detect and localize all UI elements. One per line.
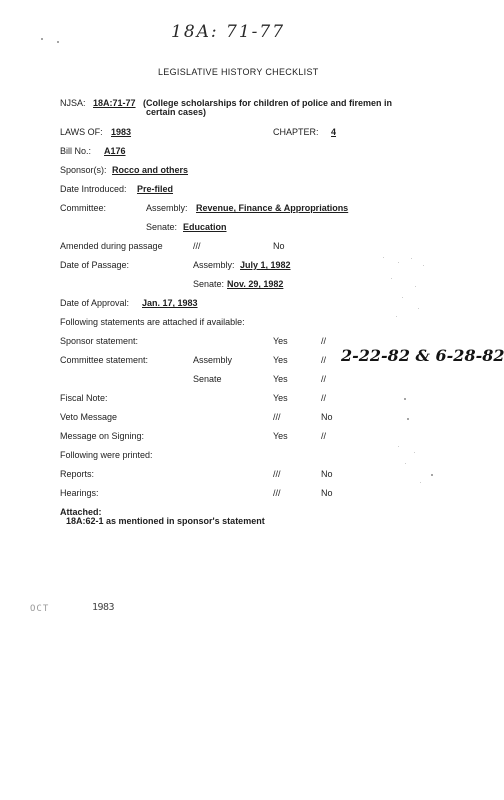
scan-speck xyxy=(418,308,419,309)
date-introduced-value: Pre-filed xyxy=(137,184,174,194)
scan-speck xyxy=(411,258,412,259)
veto-message-label: Veto Message xyxy=(60,412,118,422)
stamp-year: 1983 xyxy=(92,602,115,613)
scan-speck xyxy=(383,257,384,258)
stamp-month: OCT xyxy=(30,604,50,614)
veto-message-mark: /// xyxy=(273,412,281,422)
message-signing-mark: // xyxy=(321,431,327,441)
scan-speck xyxy=(57,41,59,43)
amended-label: Amended during passage xyxy=(60,241,163,251)
committee-statement-senate-answer: Yes xyxy=(273,374,288,384)
committee-senate-label: Senate: xyxy=(146,222,178,232)
scan-speck xyxy=(41,38,43,40)
statements-intro: Following statements are attached if available: xyxy=(60,317,245,327)
bill-no-value: A176 xyxy=(104,146,126,156)
scan-speck xyxy=(431,474,433,476)
passage-senate-label: Senate: xyxy=(193,279,225,289)
approval-label: Date of Approval: xyxy=(60,298,130,308)
message-signing-label: Message on Signing: xyxy=(60,431,145,441)
committee-senate-value: Education xyxy=(183,222,227,232)
handwritten-statement-dates: 2-22-82 & 6-28-82 xyxy=(341,346,504,365)
passage-label: Date of Passage: xyxy=(60,260,130,270)
page-title: LEGISLATIVE HISTORY CHECKLIST xyxy=(158,67,319,77)
scan-speck xyxy=(396,316,397,317)
hearings-label: Hearings: xyxy=(60,488,99,498)
attached-label: Attached: xyxy=(60,507,102,517)
veto-message-answer: No xyxy=(321,412,333,422)
amended-mark: /// xyxy=(193,241,201,251)
hearings-answer: No xyxy=(321,488,333,498)
fiscal-note-answer: Yes xyxy=(273,393,288,403)
committee-statement-senate-label: Senate xyxy=(193,374,222,384)
scan-speck xyxy=(420,482,421,483)
printed-intro: Following were printed: xyxy=(60,450,153,460)
sponsor-statement-label: Sponsor statement: xyxy=(60,336,139,346)
sponsors-label: Sponsor(s): xyxy=(60,165,107,175)
scan-speck xyxy=(414,452,415,453)
scan-speck xyxy=(398,262,399,263)
scan-speck xyxy=(398,446,399,447)
committee-statement-senate-mark: // xyxy=(321,374,327,384)
sponsor-statement-answer: Yes xyxy=(273,336,288,346)
amended-answer: No xyxy=(273,241,285,251)
fiscal-note-mark: // xyxy=(321,393,327,403)
scan-speck xyxy=(405,463,406,464)
message-signing-answer: Yes xyxy=(273,431,288,441)
committee-assembly-label: Assembly: xyxy=(146,203,188,213)
sponsors-value: Rocco and others xyxy=(112,165,189,175)
laws-of-label: LAWS OF: xyxy=(60,127,103,137)
handwritten-file-number: 18A: 71-77 xyxy=(171,22,286,42)
reports-answer: No xyxy=(321,469,333,479)
njsa-description-line1: (College scholarships for children of police and firemen in xyxy=(143,98,393,108)
scan-speck xyxy=(415,286,416,287)
chapter-label: CHAPTER: xyxy=(273,127,319,137)
reports-mark: /// xyxy=(273,469,281,479)
reports-label: Reports: xyxy=(60,469,95,479)
passage-senate-value: Nov. 29, 1982 xyxy=(227,279,284,289)
chapter-value: 4 xyxy=(331,127,337,137)
committee-statement-label: Committee statement: xyxy=(60,355,149,365)
scan-speck xyxy=(402,297,403,298)
committee-assembly-value: Revenue, Finance & Appropriations xyxy=(196,203,349,213)
bill-no-label: Bill No.: xyxy=(60,146,92,156)
laws-of-value: 1983 xyxy=(111,127,132,137)
date-introduced-label: Date Introduced: xyxy=(60,184,127,194)
scan-speck xyxy=(423,265,424,266)
attached-value: 18A:62-1 as mentioned in sponsor's statement xyxy=(66,516,265,526)
committee-statement-assembly-answer: Yes xyxy=(273,355,288,365)
njsa-label: NJSA: xyxy=(60,98,86,108)
scan-speck xyxy=(407,418,409,420)
scan-speck xyxy=(391,278,392,279)
approval-value: Jan. 17, 1983 xyxy=(142,298,198,308)
njsa-value: 18A:71-77 xyxy=(93,98,136,108)
scan-speck xyxy=(404,398,406,400)
committee-label: Committee: xyxy=(60,203,107,213)
committee-statement-assembly-label: Assembly xyxy=(193,355,233,365)
hearings-mark: /// xyxy=(273,488,281,498)
njsa-description-line2: certain cases) xyxy=(146,107,207,117)
passage-assembly-value: July 1, 1982 xyxy=(240,260,291,270)
sponsor-statement-mark: // xyxy=(321,336,327,346)
passage-assembly-label: Assembly: xyxy=(193,260,235,270)
committee-statement-assembly-mark: // xyxy=(321,355,327,365)
fiscal-note-label: Fiscal Note: xyxy=(60,393,108,403)
